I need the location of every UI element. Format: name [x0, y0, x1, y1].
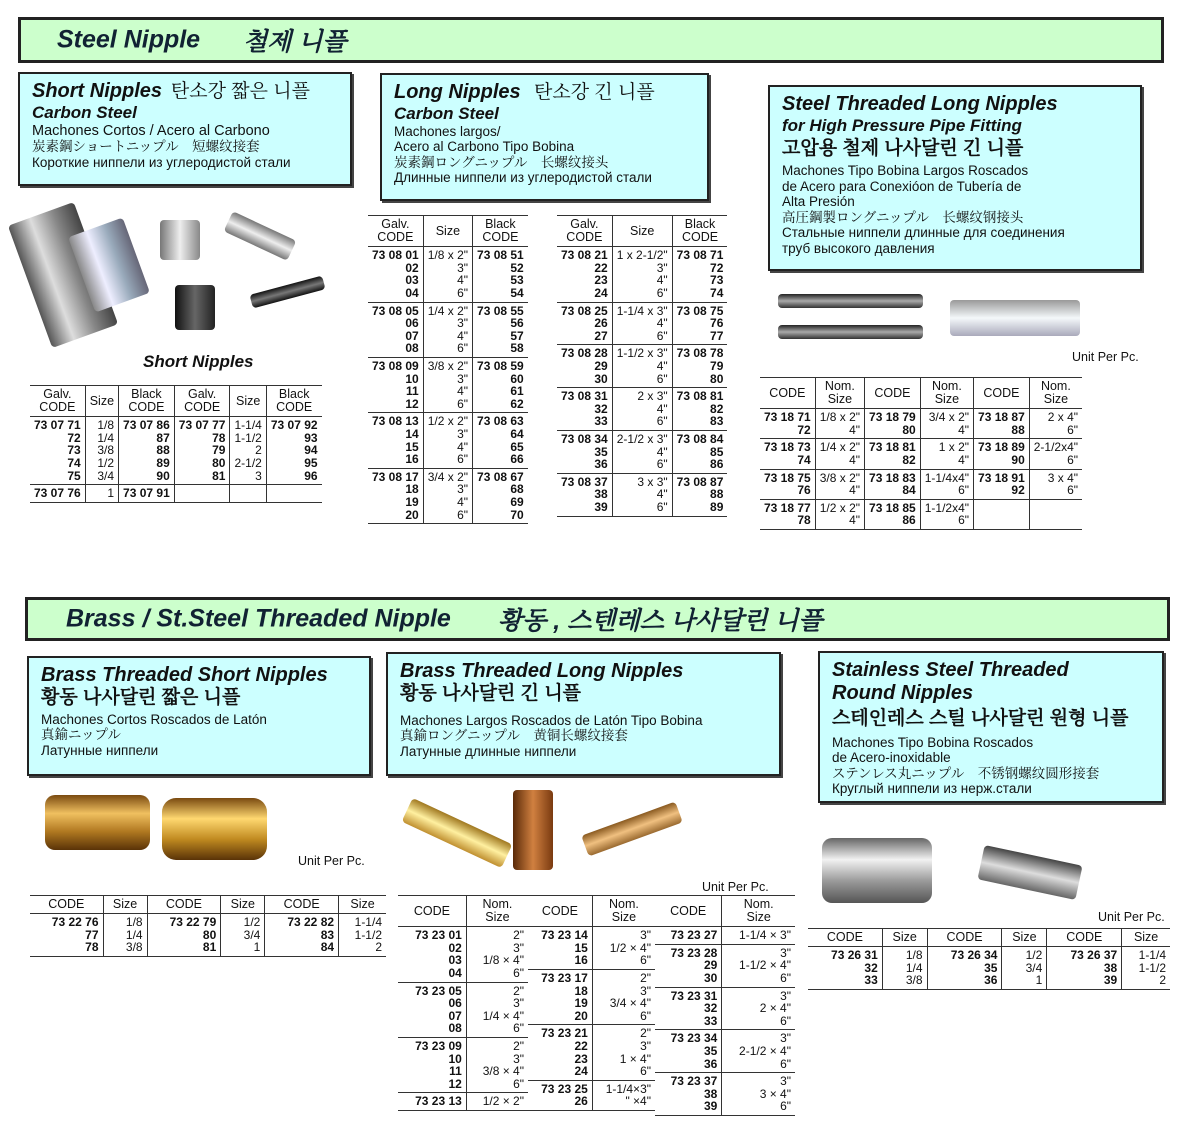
- table-row: [655, 1073, 795, 1116]
- table-row: [368, 247, 528, 302]
- column-header: Galv. CODE: [30, 386, 85, 417]
- code-cell: 73 26 37 38 39: [1047, 947, 1122, 990]
- code-cell: 73 18 75 76: [760, 469, 815, 499]
- table-row: [30, 914, 386, 957]
- code-cell: 73 08 25 26 27: [557, 302, 612, 345]
- box-title-ko: 황동 나사달린 짧은 니플: [41, 687, 241, 708]
- table-row: [655, 987, 795, 1030]
- box-line: Machones largos/: [394, 123, 501, 139]
- box-title-2: Round Nipples: [832, 682, 974, 704]
- code-cell: 73 18 87 88: [974, 409, 1030, 439]
- box-title-ko: 스테인레스 스틸 나사달린 원형 니플: [832, 708, 1129, 729]
- code-cell: [266, 485, 321, 503]
- box-title: Brass Threaded Long Nipples: [400, 660, 684, 682]
- code-table: [760, 377, 1082, 530]
- table-row: [557, 430, 727, 473]
- column-header: Nom. Size: [592, 896, 655, 927]
- code-cell: 73 23 37 38 39: [655, 1073, 722, 1116]
- code-table: [557, 215, 727, 517]
- box-line: de Acero para Conexióon de Tubería de: [782, 178, 1022, 194]
- column-header: Size: [230, 386, 266, 417]
- table-row: [368, 468, 528, 523]
- column-header: Size: [103, 896, 147, 914]
- column-header: Size: [1122, 929, 1170, 947]
- code-cell: 73 23 21 22 23 24: [528, 1025, 592, 1080]
- code-cell: 73 26 34 35 36: [927, 947, 1002, 990]
- size-cell: 2" 3" 1/8 × 4" 6": [482, 928, 524, 981]
- box-title: Brass Threaded Short Nipples: [41, 664, 328, 686]
- table-row: [398, 927, 528, 982]
- code-cell: 73 18 91 92: [974, 469, 1030, 499]
- box-line: 高圧鋼製ロングニップル 长螺纹钢接头: [782, 209, 1024, 225]
- size-cell: 2 x 4" 6": [1047, 410, 1079, 437]
- size-cell: 1-1/4 1-1/2 2: [1138, 948, 1166, 988]
- section-title-ko: 황동 , 스텐레스 나사달린 니플: [498, 607, 823, 635]
- table-row: [557, 473, 727, 516]
- size-cell: 1 x 2-1/2" 3" 4" 6": [612, 247, 672, 302]
- box-line: Machones Tipo Bobina Largos Roscados: [782, 163, 1029, 179]
- size-cell: 1/2 x 2" 3" 4" 6": [423, 413, 472, 468]
- box-line: Латунные длинные ниппели: [400, 743, 577, 759]
- box-line: Стальные ниппели длинные для соединения: [782, 225, 1065, 241]
- code-table: [398, 895, 528, 1111]
- table-row: [557, 247, 727, 302]
- code-cell: 73 08 71 72 73 74: [676, 248, 724, 301]
- column-header: CODE: [974, 378, 1030, 409]
- code-cell: 73 08 59 60 61 62: [477, 359, 524, 411]
- table-row: [760, 499, 1082, 529]
- size-cell: 3" 1/2 × 4" 6": [609, 928, 651, 968]
- long-nipples-table-b: [557, 215, 727, 517]
- brass-long-table-b: [528, 895, 655, 1111]
- size-cell: 1-1/4x4" 6": [920, 469, 973, 499]
- column-header: Nom. Size: [815, 378, 864, 409]
- size-cell: 1-1/4 x 3" 4" 6": [612, 302, 672, 345]
- unit-label: Unit Per Pc.: [702, 880, 769, 894]
- table-row: [655, 927, 795, 945]
- table-row: [528, 1025, 655, 1080]
- table-row: [760, 409, 1082, 439]
- short-nipples-caption: Short Nipples: [143, 352, 254, 371]
- size-cell: [1029, 499, 1082, 529]
- size-cell: 1 x 2" 4": [920, 439, 973, 469]
- size-cell: 1/4 x 2" 3" 4" 6": [423, 302, 472, 357]
- table-row: [528, 970, 655, 1025]
- column-header: CODE: [655, 896, 722, 927]
- high-pressure-info-box: [768, 85, 1142, 271]
- size-cell: 2" 3" 1 × 4" 6": [619, 1026, 651, 1079]
- table-row: [30, 485, 322, 503]
- box-line: 炭素鋼ショートニップル 短螺纹接套: [32, 139, 260, 155]
- code-cell: 73 07 71 72 73 74 75: [30, 417, 85, 485]
- code-cell: 73 18 89 90: [974, 439, 1030, 469]
- code-cell: 73 07 77 78 79 80 81: [174, 417, 230, 485]
- size-cell: 3" 2 × 4" 6": [759, 988, 791, 1028]
- table-row: [398, 1038, 528, 1093]
- code-cell: 73 07 92 93 94 95 96: [270, 418, 318, 483]
- box-subtitle: Carbon Steel: [32, 103, 137, 122]
- code-cell: 73 08 37 38 39: [557, 473, 612, 516]
- code-cell: [174, 485, 230, 503]
- column-header: Nom. Size: [722, 896, 795, 927]
- box-title-ko: 탄소강 긴 니플: [534, 82, 655, 103]
- code-cell: 73 08 84 85 86: [676, 431, 724, 472]
- size-cell: 3/4 x 2" 4": [920, 409, 973, 439]
- code-cell: 73 22 82 83 84: [265, 914, 339, 957]
- size-cell: 2-1/2 x 3" 4" 6": [612, 430, 672, 473]
- section-title-en: Steel Nipple: [57, 25, 201, 54]
- box-title: Short Nipples: [32, 80, 163, 102]
- size-cell: 1-1/2x4" 6": [920, 499, 973, 529]
- code-table: [30, 895, 386, 957]
- column-header: Black CODE: [119, 386, 175, 417]
- box-line: de Acero-inoxidable: [832, 750, 951, 766]
- box-line: Machones Tipo Bobina Roscados: [832, 734, 1034, 750]
- stainless-table: [808, 928, 1170, 990]
- box-line: 真鍮ニップル: [41, 727, 121, 743]
- column-header: CODE: [147, 896, 221, 914]
- column-header: Size: [882, 929, 927, 947]
- table-row: [655, 944, 795, 987]
- size-cell: 1/2 3/4 1: [1002, 947, 1047, 990]
- box-line: Machones Largos Roscados de Latón Tipo Bobina: [400, 712, 703, 728]
- code-cell: 73 08 55 56 57 58: [477, 303, 524, 356]
- box-line: Длинные ниппели из углеродистой стали: [394, 170, 652, 186]
- code-cell: 73 23 31 32 33: [655, 987, 722, 1030]
- box-line: Acero al Carbono Tipo Bobina: [394, 139, 575, 155]
- column-header: CODE: [865, 378, 921, 409]
- size-cell: 1/2 3/4 1: [221, 914, 265, 957]
- code-cell: 73 22 76 77 78: [30, 914, 103, 957]
- code-table: [368, 215, 528, 524]
- column-header: CODE: [808, 929, 882, 947]
- code-cell: 73 23 01 02 03 04: [398, 927, 466, 982]
- column-header: CODE: [760, 378, 815, 409]
- box-line: ステンレス丸ニップル 不锈钢螺纹圆形接套: [832, 765, 1100, 781]
- size-cell: 1-1/4 1-1/2 2: [354, 915, 382, 955]
- column-header: Black CODE: [266, 386, 321, 417]
- code-cell: 73 23 34 35 36: [655, 1030, 722, 1073]
- code-cell: 73 23 25 26: [528, 1080, 592, 1110]
- table-row: [557, 302, 727, 345]
- size-cell: 3" 2-1/2 × 4" 6": [739, 1031, 791, 1071]
- table-row: [808, 947, 1170, 990]
- size-cell: 2" 3" 1/4 × 4" 6": [482, 983, 524, 1036]
- code-cell: 73 08 21 22 23 24: [557, 247, 612, 302]
- code-cell: 73 22 79 80 81: [147, 914, 221, 957]
- code-cell: 73 07 91: [119, 485, 175, 503]
- box-line: труб высокого давления: [782, 240, 935, 256]
- size-cell: 3 x 4" 6": [1047, 470, 1079, 498]
- box-title: Steel Threaded Long Nipples: [782, 93, 1058, 115]
- code-cell: 73 08 05 06 07 08: [368, 302, 423, 357]
- code-cell: 73 23 13: [398, 1093, 466, 1111]
- code-cell: 73 23 14 15 16: [528, 927, 592, 970]
- brass-short-info-box: [27, 656, 371, 776]
- box-line: Alta Presión: [782, 194, 855, 210]
- box-line: 真鍮ロングニップル 黄铜长螺纹接套: [400, 728, 628, 744]
- column-header: Size: [612, 216, 672, 247]
- short-nipples-info-box: [18, 72, 352, 186]
- code-cell: 73 18 81 82: [865, 439, 921, 469]
- code-table: [808, 928, 1170, 990]
- stainless-info-box: [818, 651, 1164, 803]
- code-cell: 73 08 51 52 53 54: [477, 248, 524, 301]
- code-cell: 73 08 87 88 89: [676, 474, 724, 514]
- box-title: Long Nipples: [394, 81, 521, 103]
- code-cell: 73 08 78 79 80: [676, 346, 724, 386]
- column-header: Size: [221, 896, 265, 914]
- column-header: Galv. CODE: [557, 216, 612, 247]
- section-header-brass-steel: [25, 597, 1170, 641]
- size-cell: 1-1/4 1-1/2 2 2-1/2 3: [230, 417, 266, 485]
- table-row: [760, 469, 1082, 499]
- section-title-ko: 철제 니플: [243, 28, 347, 56]
- code-cell: [974, 499, 1030, 529]
- column-header: Nom. Size: [1029, 378, 1082, 409]
- size-cell: 2" 3" 3/4 × 4" 6": [609, 971, 651, 1023]
- code-cell: 73 08 63 64 65 66: [477, 414, 524, 467]
- size-cell: 3" 1-1/2 × 4" 6": [739, 945, 791, 986]
- size-cell: 1-1/4 × 3": [739, 928, 791, 943]
- box-line: Machones Cortos / Acero al Carbono: [32, 122, 270, 139]
- brass-long-table-c: [655, 895, 795, 1116]
- code-table: [30, 385, 322, 503]
- size-cell: 1-1/2 x 3" 4" 6": [612, 345, 672, 388]
- column-header: Nom. Size: [466, 896, 528, 927]
- size-cell: 3/8 x 2" 3" 4" 6": [423, 358, 472, 413]
- code-cell: 73 08 28 29 30: [557, 345, 612, 388]
- table-row: [368, 413, 528, 468]
- code-cell: 73 23 09 10 11 12: [398, 1038, 466, 1093]
- box-title: Stainless Steel Threaded: [832, 659, 1069, 681]
- code-cell: 73 08 13 14 15 16: [368, 413, 423, 468]
- code-cell: 73 18 71 72: [760, 409, 815, 439]
- table-row: [528, 1080, 655, 1110]
- column-header: Size: [423, 216, 472, 247]
- size-cell: 3/4 x 2" 3" 4" 6": [423, 468, 472, 523]
- code-cell: 73 08 81 82 83: [676, 389, 724, 429]
- code-cell: 73 26 31 32 33: [808, 947, 882, 990]
- code-table: [655, 895, 795, 1116]
- size-cell: 1/4 x 2" 4": [815, 439, 864, 469]
- code-cell: 73 07 76: [30, 485, 85, 503]
- code-cell: 73 23 05 06 07 08: [398, 982, 466, 1037]
- code-cell: 73 23 27: [655, 927, 722, 945]
- code-cell: 73 08 34 35 36: [557, 430, 612, 473]
- column-header: CODE: [528, 896, 592, 927]
- box-title-ko: 황동 나사달린 긴 니플: [400, 683, 582, 704]
- size-cell: 2-1/2x4" 6": [1033, 440, 1079, 468]
- code-cell: 73 18 79 80: [865, 409, 921, 439]
- size-cell: 2" 3" 3/8 × 4" 6": [482, 1039, 524, 1091]
- size-cell: 1/2 x 2" 4": [815, 499, 864, 529]
- size-cell: 1/8 x 2" 4": [815, 409, 864, 439]
- column-header: CODE: [30, 896, 103, 914]
- box-line: Круглый ниппели из нерж.стали: [832, 781, 1032, 797]
- brass-long-table-a: [398, 895, 528, 1111]
- code-cell: 73 18 85 86: [865, 499, 921, 529]
- code-cell: 73 18 73 74: [760, 439, 815, 469]
- box-line: Короткие ниппели из углеродистой стали: [32, 154, 291, 170]
- size-cell: 1/8 1/4 3/8: [882, 947, 927, 990]
- box-line: Латунные ниппели: [41, 742, 159, 758]
- column-header: Size: [1002, 929, 1047, 947]
- code-cell: 73 08 09 10 11 12: [368, 358, 423, 413]
- column-header: CODE: [927, 929, 1002, 947]
- box-subtitle: Carbon Steel: [394, 104, 499, 123]
- size-cell: 3 x 3" 4" 6": [612, 473, 672, 516]
- table-row: [368, 302, 528, 357]
- long-nipples-info-box: [380, 73, 709, 201]
- unit-label: Unit Per Pc.: [1072, 350, 1139, 364]
- table-row: [398, 1093, 528, 1111]
- table-row: [30, 417, 322, 485]
- code-cell: 73 23 28 29 30: [655, 944, 722, 987]
- high-pressure-nipples-table: [760, 377, 1082, 530]
- code-cell: 73 18 83 84: [865, 469, 921, 499]
- box-line: Machones Cortos Roscados de Latón: [41, 711, 267, 727]
- table-row: [557, 345, 727, 388]
- size-cell: 1/8 1/4 3/8 1/2 3/4: [85, 417, 118, 485]
- section-title-en: Brass / St.Steel Threaded Nipple: [66, 604, 451, 633]
- column-header: CODE: [398, 896, 466, 927]
- size-cell: 1-1/4×3" " ×4": [605, 1081, 651, 1109]
- unit-label: Unit Per Pc.: [1098, 910, 1165, 924]
- code-cell: 73 08 17 18 19 20: [368, 468, 423, 523]
- code-cell: 73 18 77 78: [760, 499, 815, 529]
- box-line: 炭素鋼ロングニップル 长螺纹接头: [394, 154, 609, 170]
- section-header-steel-nipple: [18, 17, 1164, 63]
- column-header: Black CODE: [473, 216, 528, 247]
- size-cell: 3/8 x 2" 4": [815, 469, 864, 499]
- code-cell: 73 08 75 76 77: [676, 303, 724, 343]
- column-header: Size: [85, 386, 118, 417]
- column-header: CODE: [265, 896, 339, 914]
- column-header: CODE: [1047, 929, 1122, 947]
- size-cell: 1/2 × 2": [482, 1094, 524, 1109]
- code-cell: 73 07 86 87 88 89 90: [119, 417, 175, 485]
- code-cell: 73 08 67 68 69 70: [477, 469, 524, 522]
- size-cell: 1/8 x 2" 3" 4" 6": [423, 247, 472, 302]
- column-header: Nom. Size: [920, 378, 973, 409]
- box-title-ko: 고압용 철제 나사달린 긴 니플: [782, 137, 1024, 159]
- brass-short-table: [30, 895, 386, 957]
- code-cell: 73 23 17 18 19 20: [528, 970, 592, 1025]
- column-header: Size: [339, 896, 386, 914]
- table-row: [760, 439, 1082, 469]
- table-row: [557, 388, 727, 431]
- table-row: [368, 358, 528, 413]
- unit-label: Unit Per Pc.: [298, 854, 365, 868]
- column-header: Black CODE: [672, 216, 727, 247]
- code-cell: 73 08 01 02 03 04: [368, 247, 423, 302]
- code-table: [528, 895, 655, 1111]
- code-cell: 73 08 31 32 33: [557, 388, 612, 431]
- table-row: [528, 927, 655, 970]
- short-nipples-table: [30, 385, 322, 503]
- size-cell: [230, 485, 266, 503]
- column-header: Galv. CODE: [368, 216, 423, 247]
- size-cell: 2 x 3" 4" 6": [612, 388, 672, 431]
- size-cell: 1/8 1/4 3/8: [103, 914, 147, 957]
- size-cell: 1: [85, 485, 118, 503]
- size-cell: 3" 3 × 4" 6": [759, 1074, 791, 1114]
- table-row: [398, 982, 528, 1037]
- table-row: [655, 1030, 795, 1073]
- box-title-ko: 탄소강 짧은 니플: [170, 81, 310, 102]
- brass-long-info-box: [386, 652, 781, 776]
- column-header: Galv. CODE: [174, 386, 230, 417]
- long-nipples-table-a: [368, 215, 528, 524]
- box-subtitle: for High Pressure Pipe Fitting: [782, 116, 1022, 135]
